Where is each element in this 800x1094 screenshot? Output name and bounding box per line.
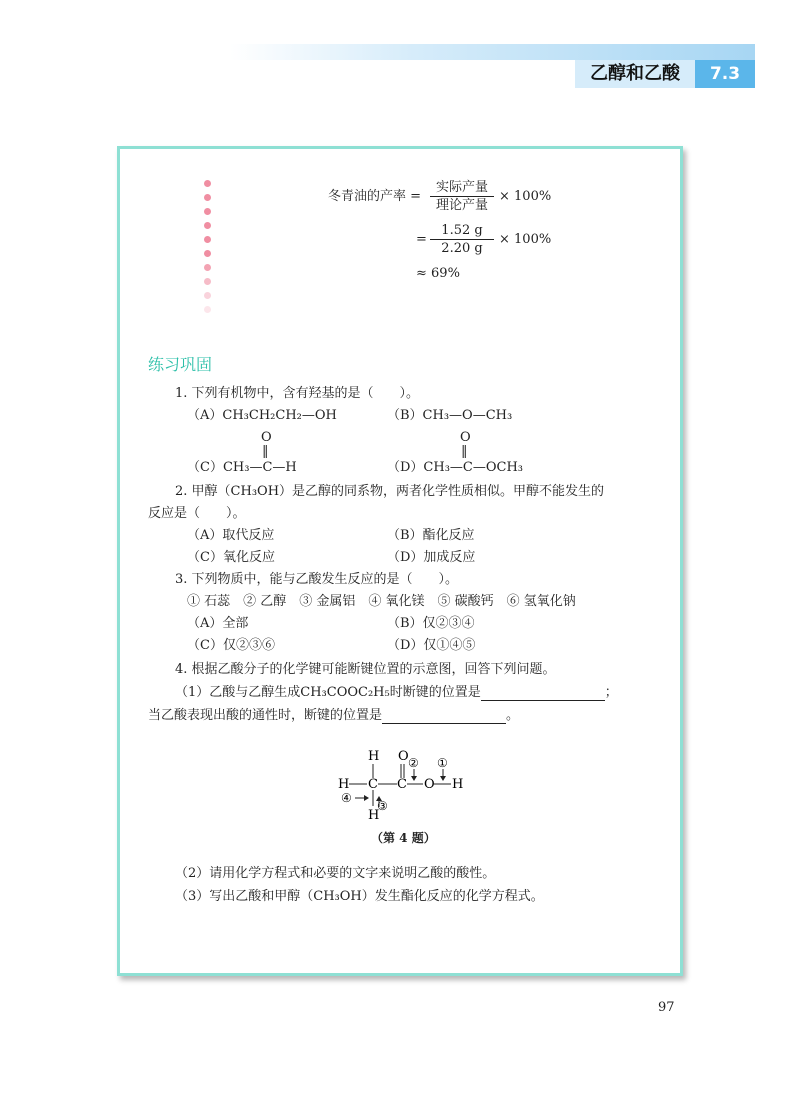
q1-d-double-bond: ‖ (461, 444, 468, 459)
q1-c-double-bond: ‖ (262, 444, 269, 459)
fraction-2 (430, 222, 494, 257)
arrow-4-head (364, 795, 369, 801)
q1-stem: 1. 下列有机物中，含有羟基的是（ ）。 (175, 386, 420, 401)
equals-sign: = (416, 232, 427, 247)
q1-option-b: （B）CH₃—O—CH₃ (387, 408, 513, 423)
q2-stem-line2: 反应是（ ）。 (148, 506, 246, 521)
acetic-acid-bond-diagram (335, 745, 485, 825)
acidic-hydrogen: H (452, 777, 464, 792)
q3-option-c: （C）仅②③⑥ (187, 638, 275, 653)
bottom-hydrogen: H (368, 808, 380, 823)
q3-option-b: （B）仅②③④ (387, 616, 475, 631)
q4-part1b-end: 。 (506, 708, 520, 723)
q1-option-c: （C）CH₃—C—H (187, 460, 297, 475)
carbonyl-oxygen: O (398, 749, 409, 764)
q4-part1-line2 (148, 708, 519, 724)
chapter-title: 乙醇和乙酸 (575, 60, 695, 88)
q1-option-d: （D）CH₃—C—OCH₃ (387, 460, 524, 475)
arrow-1-head (440, 776, 446, 781)
fraction-2-denominator: 2.20 g (441, 241, 483, 256)
q3-items: ① 石蕊 ② 乙醇 ③ 金属铝 ④ 氧化镁 ⑤ 碳酸钙 ⑥ 氢氧化钠 (187, 594, 576, 609)
bond-label-1: ① (437, 756, 448, 770)
answer-blank-1[interactable] (481, 686, 605, 701)
figure-caption: （第 4 题） (371, 831, 436, 845)
q4-part1b-text: 当乙酸表现出酸的通性时，断键的位置是 (148, 708, 383, 723)
q2-option-a: （A）取代反应 (187, 528, 275, 543)
q4-part1-end: ； (604, 685, 618, 700)
q2-stem-line1: 2. 甲醇（CH₃OH）是乙醇的同系物，两者化学性质相似。甲醇不能发生的 (175, 484, 605, 499)
decor-dots (204, 180, 211, 320)
answer-blank-2[interactable] (382, 709, 506, 724)
fraction-1 (430, 179, 494, 214)
q2-option-c: （C）氧化反应 (187, 550, 275, 565)
section-number: 7.3 (695, 60, 755, 88)
q2-option-d: （D）加成反应 (387, 550, 476, 565)
left-hydrogen: H (338, 777, 350, 792)
yield-lhs: 冬青油的产率 = (328, 189, 422, 204)
bond-label-4: ④ (341, 791, 352, 805)
percent-2: × 100% (499, 232, 552, 247)
fraction-1-numerator: 实际产量 (430, 179, 494, 197)
q4-part1-text: （1）乙酸与乙醇生成CH₃COOC₂H₅时断键的位置是 (175, 685, 481, 700)
methyl-carbon: C (368, 777, 378, 792)
fraction-2-numerator: 1.52 g (430, 222, 494, 240)
hydroxyl-oxygen: O (424, 777, 435, 792)
bond-label-2: ② (408, 756, 419, 770)
q1-c-oxygen: O (261, 430, 272, 445)
percent-1: × 100% (499, 189, 552, 204)
fraction-1-denominator: 理论产量 (435, 198, 488, 213)
q3-option-d: （D）仅①④⑤ (387, 638, 476, 653)
approx-result: ≈ 69% (416, 266, 460, 281)
section-title: 练习巩固 (148, 355, 213, 374)
q4-part3: （3）写出乙酸和甲醇（CH₃OH）发生酯化反应的化学方程式。 (175, 889, 544, 904)
page-number: 97 (658, 1000, 675, 1015)
q3-option-a: （A）全部 (187, 616, 249, 631)
q4-part2: （2）请用化学方程式和必要的文字来说明乙酸的酸性。 (175, 866, 496, 881)
q1-d-oxygen: O (460, 430, 471, 445)
bond-label-3: ③ (377, 799, 388, 813)
q3-stem: 3. 下列物质中，能与乙酸发生反应的是（ ）。 (175, 572, 459, 587)
q4-part1-line1 (175, 685, 618, 701)
arrow-2-head (411, 776, 417, 781)
carboxyl-carbon: C (397, 777, 407, 792)
q4-stem: 4. 根据乙酸分子的化学键可能断键位置的示意图，回答下列问题。 (175, 662, 556, 677)
top-hydrogen: H (368, 749, 380, 764)
header-decor-stripe (230, 44, 755, 60)
q2-option-b: （B）酯化反应 (387, 528, 475, 543)
q1-option-a: （A）CH₃CH₂CH₂—OH (187, 408, 337, 423)
